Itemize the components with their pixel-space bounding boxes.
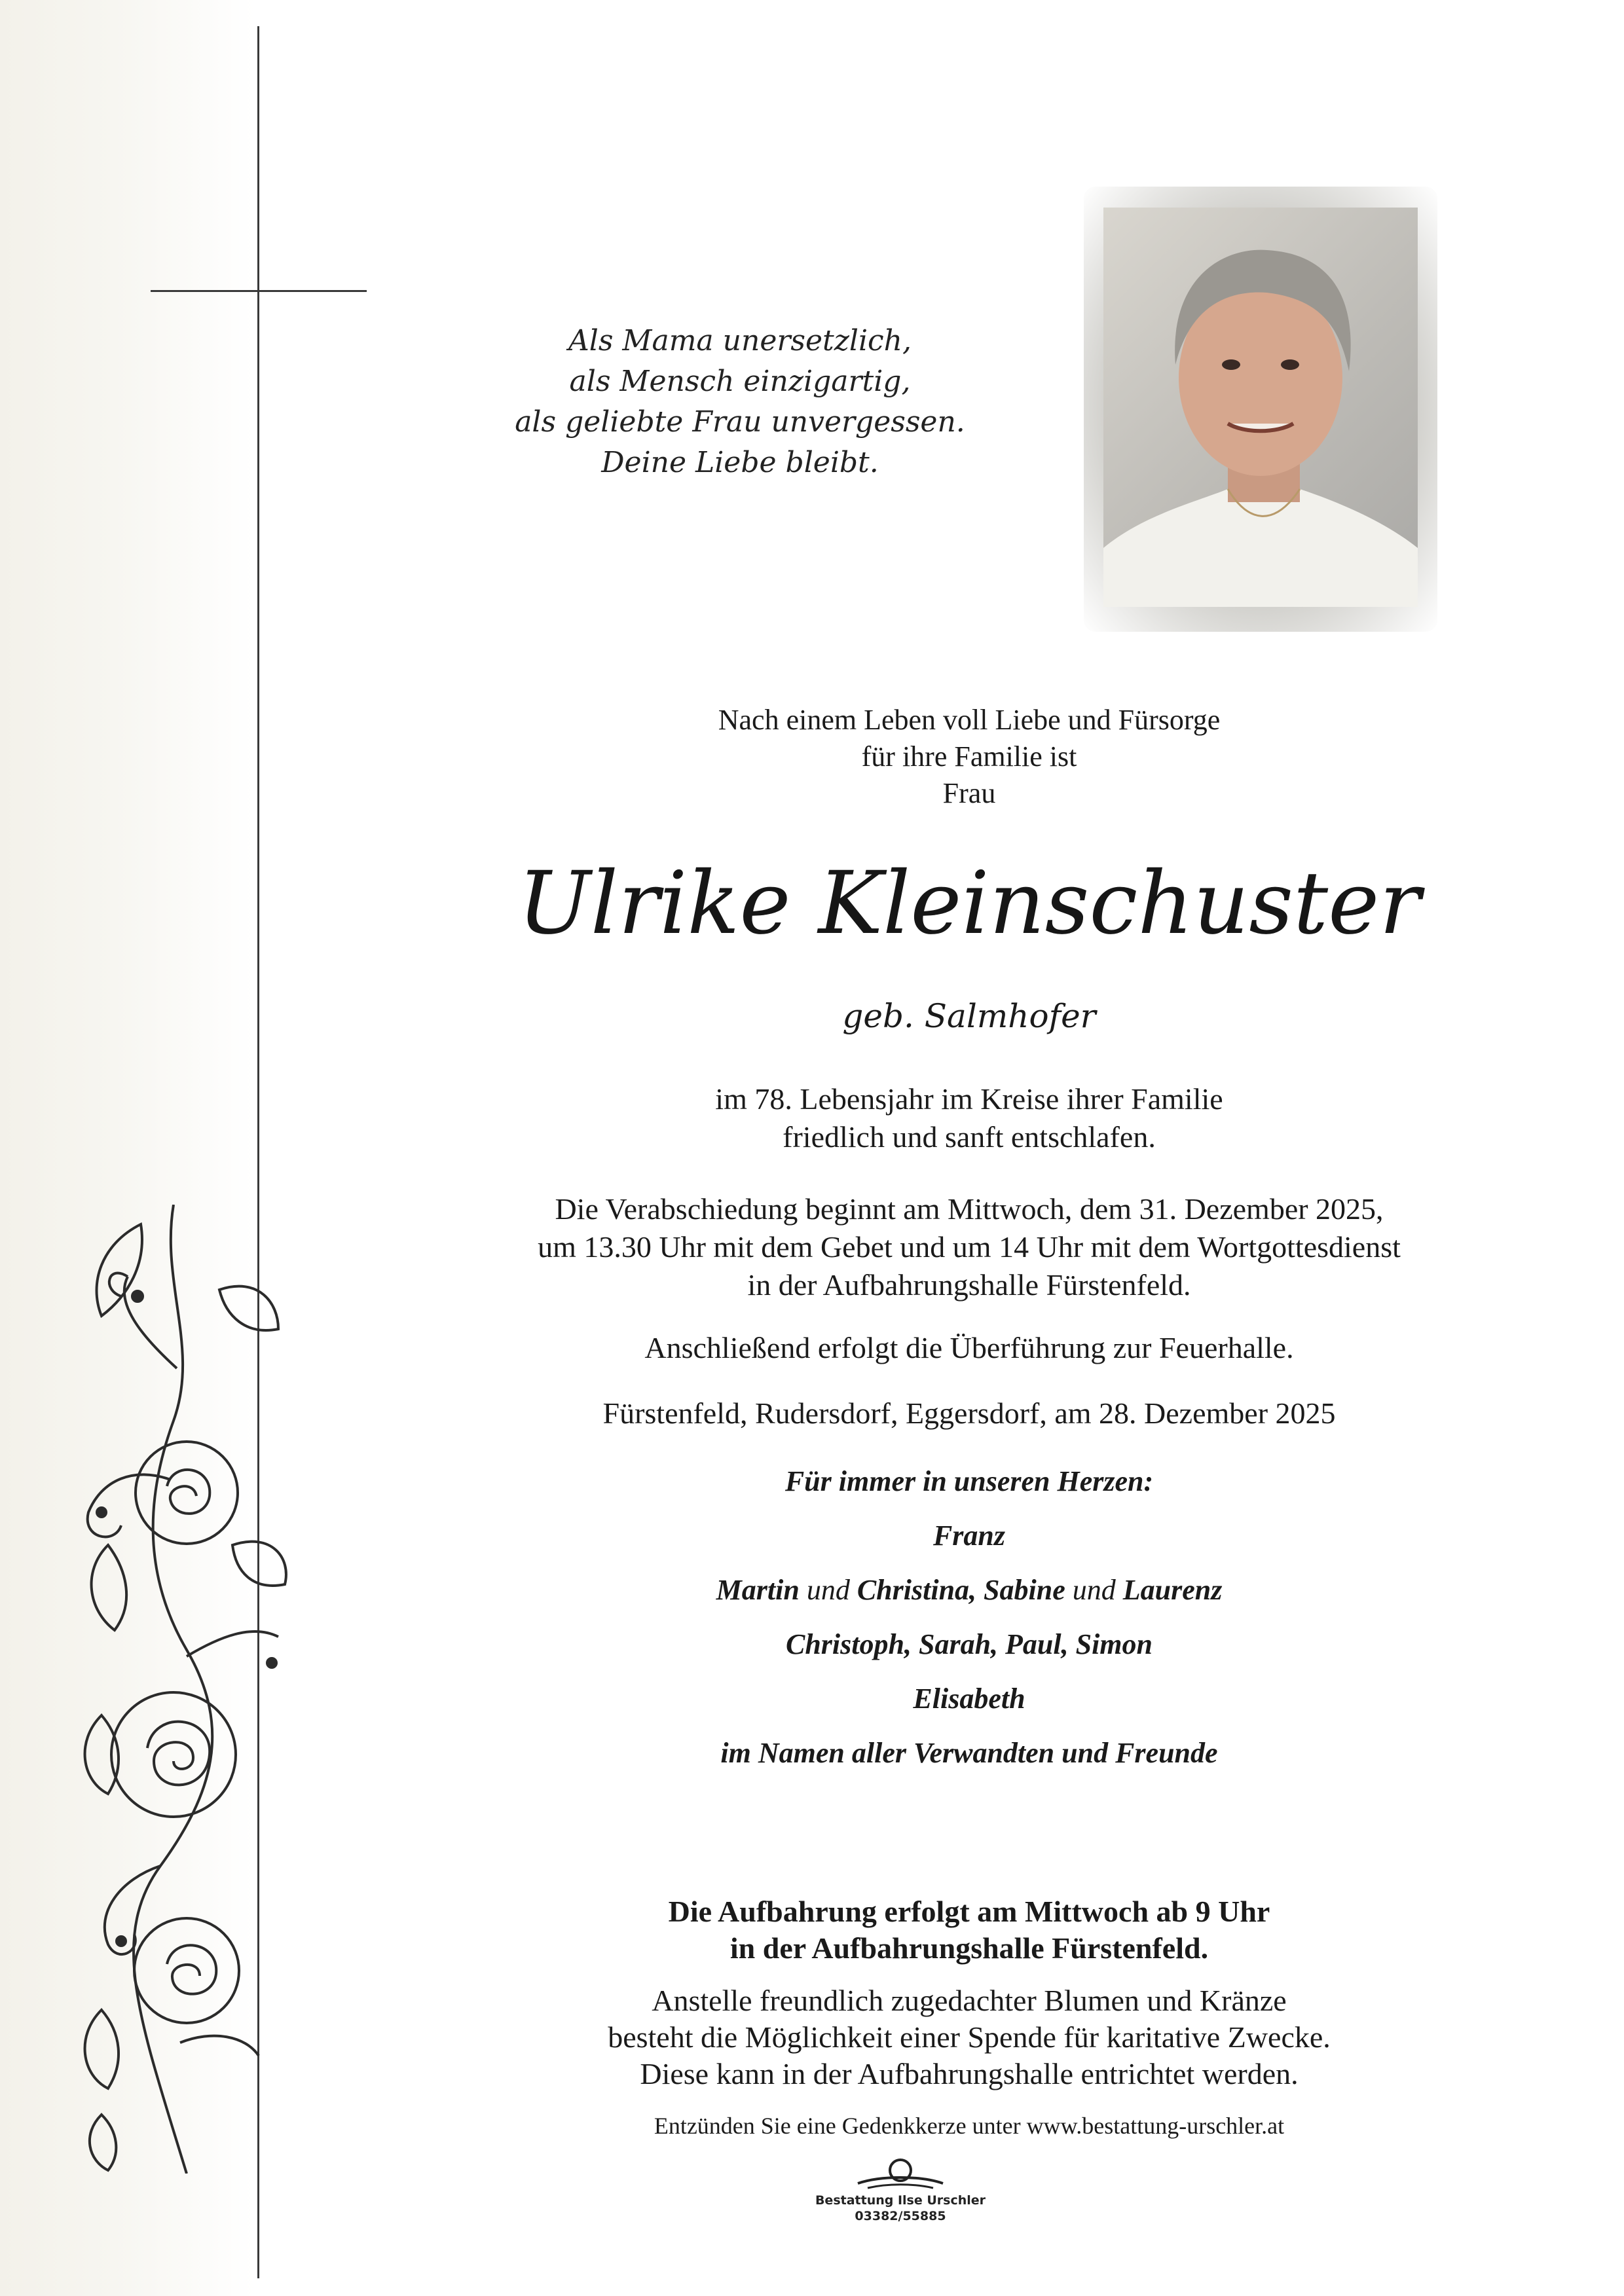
- portrait-frame: [1084, 187, 1437, 632]
- donation-line: besteht die Möglichkeit einer Spende für karitative Zwecke.: [608, 2020, 1331, 2054]
- mourners-list: [367, 1462, 1572, 1788]
- motto-line: als geliebte Frau unvergessen.: [515, 405, 965, 439]
- rose-vine-ornament: [62, 1205, 337, 2174]
- mourner-line: Christoph, Sarah, Paul, Simon: [785, 1628, 1153, 1660]
- memorial-candle-link[interactable]: Entzünden Sie eine Gedenkkerze unter www.bestattung-urschler.at: [654, 2113, 1285, 2139]
- mourner-line: [367, 1571, 1572, 1625]
- place-date: Fürstenfeld, Rudersdorf, Eggersdorf, am 28. Dezember 2025: [602, 1396, 1336, 1430]
- mourner-line: Franz: [932, 1520, 1006, 1552]
- intro-text: [367, 702, 1572, 812]
- age-line: im 78. Lebensjahr im Kreise ihrer Familie: [715, 1082, 1223, 1116]
- mourner-line: im Namen aller Verwandten und Freunde: [720, 1737, 1218, 1769]
- donation-line: Anstelle freundlich zugedachter Blumen und Kränze: [652, 1984, 1287, 2017]
- motto-line: Deine Liebe bleibt.: [601, 446, 879, 479]
- logo-icon: [851, 2157, 950, 2190]
- viewing-notice: [367, 1893, 1572, 1967]
- ceremony-text: [367, 1190, 1572, 1304]
- maiden-name: geb. Salmhofer: [842, 997, 1096, 1035]
- age-line: friedlich und sanft entschlafen.: [783, 1120, 1156, 1154]
- donation-line: Diese kann in der Aufbahrungshalle entrichtet werden.: [640, 2057, 1299, 2090]
- deceased-name: Ulrike Kleinschuster: [517, 853, 1421, 954]
- funeral-home-logo: [802, 2157, 999, 2224]
- motto-line: Als Mama unersetzlich,: [568, 324, 912, 357]
- intro-line: Nach einem Leben voll Liebe und Fürsorge: [718, 704, 1221, 736]
- motto-line: als Mensch einzigartig,: [569, 365, 911, 398]
- mourner-name: Laurenz: [1122, 1574, 1223, 1606]
- viewing-line: in der Aufbahrungshalle Fürstenfeld.: [729, 1931, 1209, 1965]
- cross-horizontal-beam: [151, 290, 367, 292]
- ceremony-line: Die Verabschiedung beginnt am Mittwoch, dem 31. Dezember 2025,: [555, 1192, 1384, 1226]
- viewing-line: Die Aufbahrung erfolgt am Mittwoch ab 9 Uhr: [668, 1895, 1270, 1928]
- logo-phone: 03382/55885: [855, 2209, 946, 2223]
- mourner-line: Elisabeth: [913, 1683, 1025, 1715]
- intro-line: Frau: [942, 777, 996, 809]
- mourner-name: Christina, Sabine: [857, 1574, 1065, 1606]
- transfer-text: Anschließend erfolgt die Überführung zur Feuerhalle.: [644, 1331, 1294, 1364]
- memorial-motto: [511, 321, 969, 483]
- ceremony-line: in der Aufbahrungshalle Fürstenfeld.: [747, 1268, 1191, 1302]
- logo-name: Bestattung Ilse Urschler: [815, 2193, 986, 2208]
- age-text: [367, 1080, 1572, 1156]
- intro-line: für ihre Familie ist: [861, 740, 1077, 773]
- mourner-conjunction: und: [1072, 1574, 1116, 1606]
- mourner-conjunction: und: [806, 1574, 850, 1606]
- mourners-heading: Für immer in unseren Herzen:: [784, 1465, 1154, 1497]
- mourner-name: Martin: [716, 1574, 800, 1606]
- portrait-photo: [1103, 208, 1418, 607]
- ceremony-line: um 13.30 Uhr mit dem Gebet und um 14 Uhr mit dem Wortgottesdienst: [538, 1230, 1401, 1264]
- donation-notice: [367, 1982, 1572, 2092]
